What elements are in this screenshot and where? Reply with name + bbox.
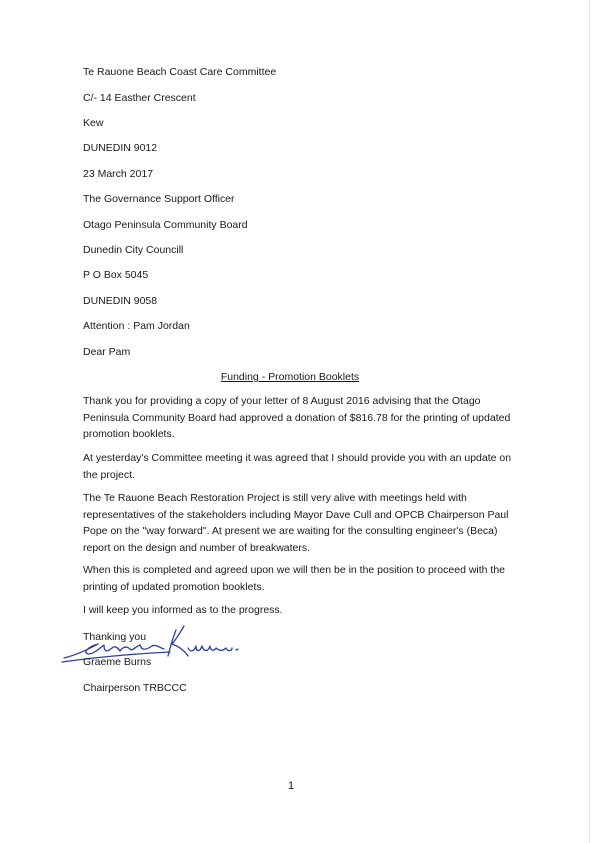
paragraph-3-line: representatives of the stakeholders including Mayor Dave Cull and OPCB Chairperson Paul (83, 508, 509, 521)
signer-title: Chairperson TRBCCC (83, 682, 187, 694)
paragraph-3-line: report on the design and number of breakwaters. (83, 541, 311, 554)
attention-line: Attention : Pam Jordan (83, 320, 190, 332)
recipient-po-box: P O Box 5045 (83, 269, 149, 281)
recipient-council: Dunedin City Councill (83, 244, 184, 256)
sender-suburb: Kew (83, 117, 104, 129)
paragraph-4-line: printing of updated promotion booklets. (83, 580, 265, 593)
paragraph-2-line: the project. (83, 468, 135, 481)
paragraph-1-line: Thank you for providing a copy of your letter of 8 August 2016 advising that the Otago (83, 395, 481, 407)
sender-city: DUNEDIN 9012 (83, 142, 158, 154)
recipient-board: Otago Peninsula Community Board (83, 219, 248, 231)
recipient-title: The Governance Support Officer (83, 193, 235, 205)
recipient-city: DUNEDIN 9058 (83, 295, 158, 307)
paragraph-4 (83, 562, 506, 595)
paragraph-1-line: promotion booklets. (83, 428, 175, 440)
sender-address: C/- 14 Easther Crescent (83, 92, 196, 104)
salutation: Dear Pam (83, 346, 131, 358)
paragraph-4-line: When this is completed and agreed upon we will then be in the position to proceed with the (83, 564, 506, 576)
paragraph-1 (83, 393, 511, 443)
page-edge-divider (589, 0, 590, 843)
letter-date: 23 March 2017 (83, 168, 154, 180)
sender-committee: Te Rauone Beach Coast Care Committee (83, 66, 277, 78)
paragraph-2 (83, 450, 512, 483)
paragraph-3-line: The Te Rauone Beach Restoration Project is still very alive with meetings held with (83, 492, 467, 504)
subject-heading: Funding - Promotion Booklets (220, 371, 360, 383)
paragraph-1-line: Peninsula Community Board had approved a donation of $816.78 for the printing of updated (83, 411, 511, 424)
signer-name: Graeme Burns (83, 656, 152, 668)
paragraph-3 (83, 490, 509, 556)
paragraph-3-line: Pope on the "way forward". At present we are waiting for the consulting engineer's (Beca) (83, 525, 498, 537)
closing-line: Thanking you (83, 631, 147, 643)
page-number: 1 (287, 780, 295, 792)
paragraph-2-line: At yesterday's Committee meeting it was agreed that I should provide you with an update on (83, 452, 512, 464)
paragraph-5: I will keep you informed as to the progress. (83, 604, 283, 616)
